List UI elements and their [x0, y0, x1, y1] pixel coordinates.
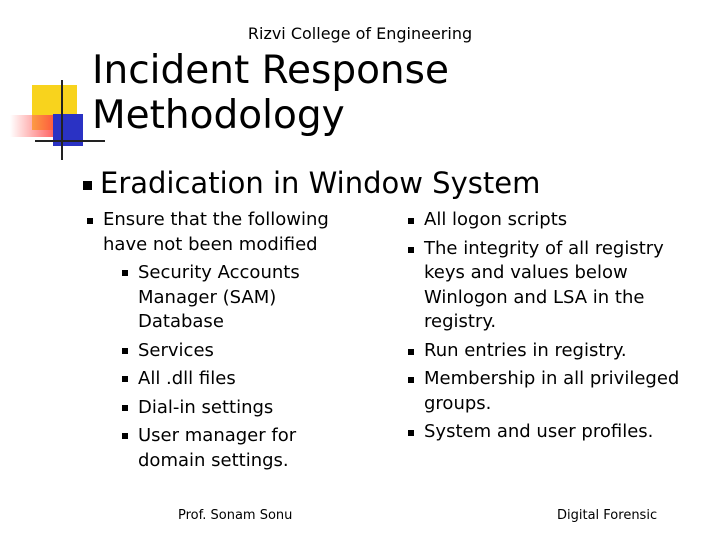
vertical-line — [61, 80, 63, 160]
list-item-text: All .dll files — [138, 368, 236, 389]
left-sublist — [87, 261, 367, 473]
bullet-icon — [408, 218, 414, 224]
bullet-icon — [122, 270, 128, 276]
slide-title — [92, 48, 449, 138]
list-item — [122, 424, 367, 473]
list-item — [408, 237, 698, 335]
left-intro-text: Ensure that the following have not been modified — [103, 209, 329, 255]
title-line-1: Incident Response — [92, 48, 449, 93]
college-header: Rizvi College of Engineering — [247, 24, 473, 43]
list-item — [122, 396, 367, 421]
horizontal-line — [35, 140, 105, 142]
list-item — [408, 339, 698, 364]
list-item — [122, 367, 367, 392]
subtitle: Eradication in Window System — [100, 166, 541, 200]
bullet-icon — [408, 247, 414, 253]
list-item-text: All logon scripts — [424, 209, 568, 230]
bullet-icon — [408, 430, 414, 436]
subtitle-bullet-icon — [83, 181, 92, 190]
list-item-text: Run entries in registry. — [424, 339, 627, 361]
bullet-icon — [408, 377, 414, 383]
list-item — [408, 208, 698, 233]
list-item — [408, 367, 698, 416]
left-column — [87, 208, 367, 473]
list-item-text: Services — [138, 339, 214, 361]
list-item-text: System and user profiles. — [424, 421, 654, 442]
list-item — [408, 420, 698, 445]
bullet-icon — [122, 348, 128, 354]
bullet-icon — [122, 376, 128, 382]
bullet-icon — [122, 405, 128, 411]
list-item-text: Dial-in settings — [138, 396, 274, 418]
list-item — [122, 339, 367, 364]
bullet-icon — [122, 433, 128, 439]
list-item-text: The integrity of all registry keys and values below Winlogon and LSA in the registry. — [424, 237, 664, 332]
list-item — [122, 261, 367, 335]
list-item-text: Membership in all privileged groups. — [424, 368, 680, 414]
right-column — [408, 208, 698, 445]
list-item-text: User manager for domain settings. — [138, 425, 297, 471]
left-intro-item — [87, 208, 367, 257]
title-line-2: Methodology — [92, 93, 345, 138]
bullet-icon — [408, 349, 414, 355]
footer-course: Digital Forensic — [557, 508, 658, 523]
decorative-squares — [0, 0, 100, 170]
list-item-text: Security Accounts Manager (SAM) Database — [138, 262, 300, 332]
footer-author: Prof. Sonam Sonu — [178, 508, 293, 523]
bullet-icon — [87, 218, 93, 224]
